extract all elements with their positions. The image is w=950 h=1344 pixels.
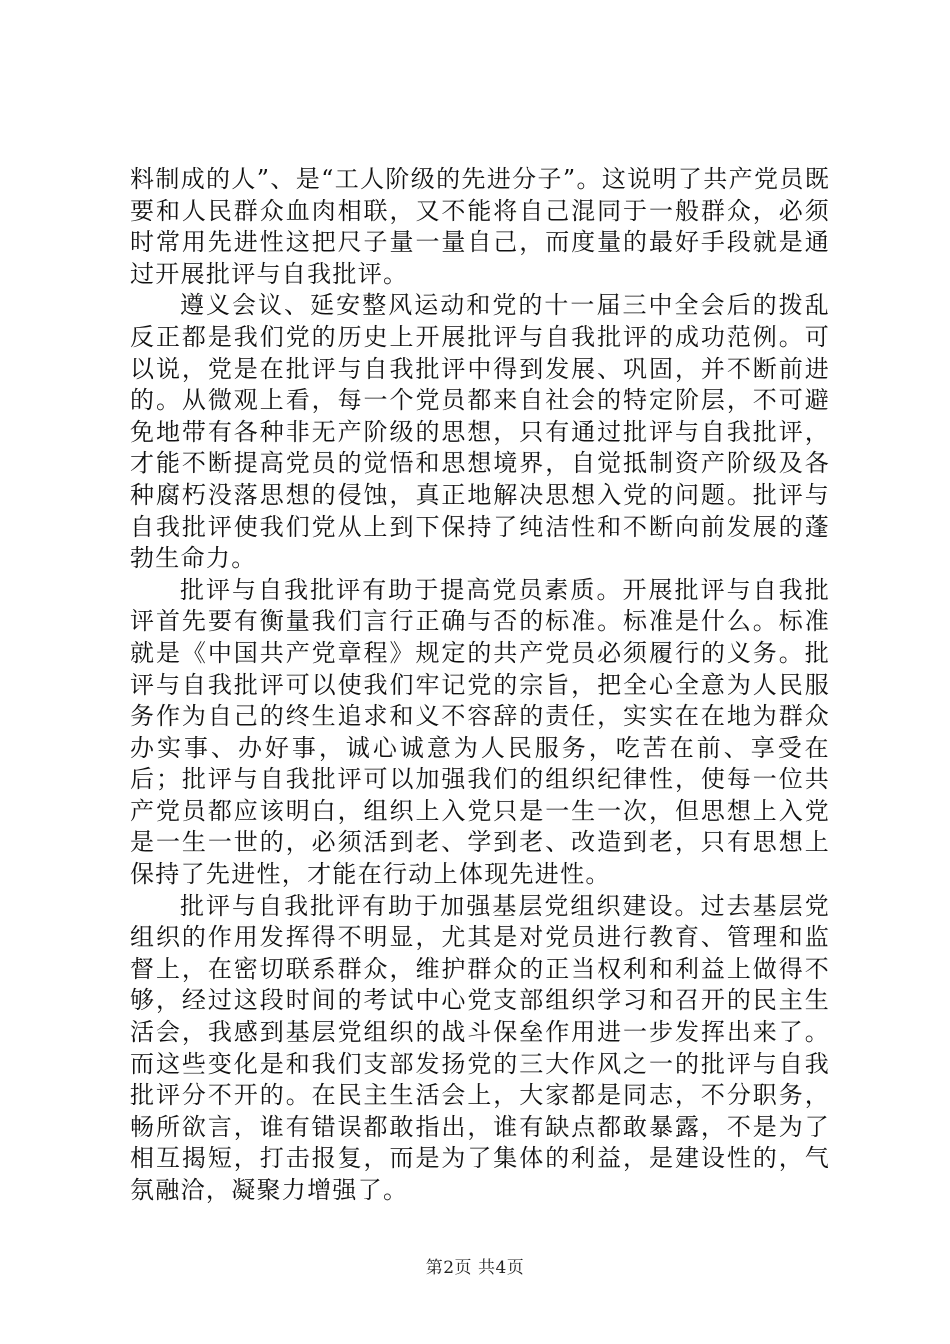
page-footer: 第2页 共4页 [425, 1258, 525, 1278]
paragraph-zunyi-meeting: 遵义会议、延安整风运动和党的十一届三中全会后的拨乱反正都是我们党的历史上开展批评与自我批评的成功范例。可以说，党是在批评与自我批评中得到发展、巩固，并不断前进的。从微观上看，每一个党员都来自社会的特定阶层，不可避免地带有各种非无产阶级的思想，只有通过批评与自我批评，才能不断提高党员的觉悟和思想境界，自觉抵制资产阶级及各种腐朽没落思想的侵蚀，真正地解决思想入党的问题。批评与自我批评使我们党从上到下保持了纯洁性和不断向前发展的蓬勃生命力。 [130, 291, 830, 573]
paragraph-grassroots-organization: 批评与自我批评有助于加强基层党组织建设。过去基层党组织的作用发挥得不明显，尤其是对党员进行教育、管理和监督上，在密切联系群众，维护群众的正当权利和利益上做得不够，经过这段时间的考试中心党支部组织学习和召开的民主生活会，我感到基层党组织的战斗保垒作用进一步发挥出来了。而这些变化是和我们支部发扬党的三大作风之一的批评与自我批评分不开的。在民主生活会上，大家都是同志，不分职务，畅所欲言，谁有错误都敢指出，谁有缺点都敢暴露，不是为了相互揭短，打击报复，而是为了集体的利益，是建设性的，气氛融洽，凝聚力增强了。 [130, 891, 830, 1204]
paragraph-continuation: 料制成的人”、是“工人阶级的先进分子”。这说明了共产党员既要和人民群众血肉相联，又不能将自己混同于一般群众，必须时常用先进性这把尺子量一量自己，而度量的最好手段就是通过开展批评与自我批评。 [130, 165, 830, 288]
document-body [130, 164, 830, 1207]
paragraph-member-quality: 批评与自我批评有助于提高党员素质。开展批评与自我批评首先要有衡量我们言行正确与否的标准。标准是什么。标准就是《中国共产党章程》规定的共产党员必须履行的义务。批评与自我批评可以使我们牢记党的宗旨，把全心全意为人民服务作为自己的终生追求和义不容辞的责任，实实在在地为群众办实事、办好事，诚心诚意为人民服务，吃苦在前、享受在后；批评与自我批评可以加强我们的组织纪律性，使每一位共产党员都应该明白，组织上入党只是一生一次，但思想上入党是一生一世的，必须活到老、学到老、改造到老，只有思想上保持了先进性，才能在行动上体现先进性。 [130, 575, 830, 889]
